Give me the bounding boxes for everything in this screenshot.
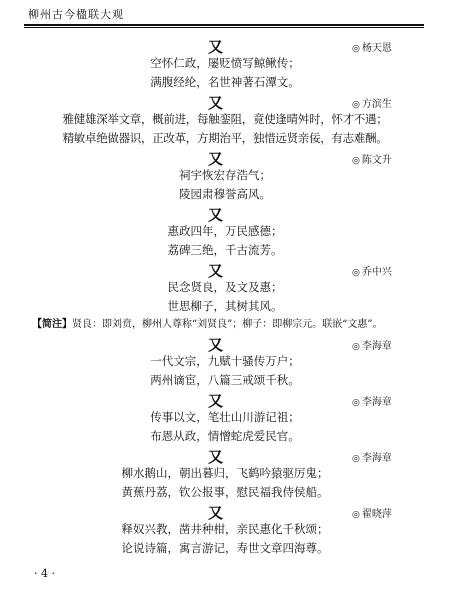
author-name: 陈文升 (361, 155, 392, 166)
entry-heading (0, 446, 450, 464)
heading-you: 又 (208, 392, 224, 410)
heading-you: 又 (208, 262, 224, 280)
couplet-line: 空怀仁政，屡贬愤写鲸鳅传； (150, 56, 300, 70)
author-name: 乔中兴 (361, 267, 392, 278)
couplet-entry (0, 502, 450, 558)
author-credit (352, 337, 392, 352)
author-name: 李海章 (361, 341, 392, 352)
couplet-line: 一代文宗，九赋十骚传万户； (150, 354, 300, 368)
author-name: 杨天恩 (361, 43, 392, 54)
author-name: 方滨生 (361, 99, 392, 110)
note-text: 贤良：即刘贲，柳州人尊称“刘贤良”；柳子：即柳宗元。联嵌“文惠”。 (72, 319, 383, 330)
couplet-line: 惠政四年，万民感德； (167, 224, 283, 238)
couplet-entry (0, 260, 450, 316)
heading-you: 又 (208, 206, 224, 224)
couplet-entry (0, 92, 450, 148)
circle-bullet-icon: ◎ (352, 268, 360, 278)
page-body (0, 36, 450, 558)
circle-bullet-icon: ◎ (352, 398, 360, 408)
couplet-line: 祠宇恢宏存浩气； (179, 168, 271, 182)
couplet-line: 世思柳子，其树其风。 (167, 299, 283, 313)
author-credit (352, 393, 392, 408)
couplet-line: 满腹经纶，名世神著石潭文。 (150, 75, 300, 89)
couplet-line: 释奴兴教，凿井种柑，亲民惠化千秋颂； (121, 522, 329, 536)
circle-bullet-icon: ◎ (352, 510, 360, 520)
couplet-entry (0, 36, 450, 92)
couplet-entry (0, 148, 450, 204)
author-credit (352, 263, 392, 278)
couplet-line: 布恩从政，情憎蛇虎爱民官。 (150, 429, 300, 443)
couplet-line: 陵园肃穆誉高风。 (179, 187, 271, 201)
couplet-line: 雅健雄深举文章，概前进，每触銮阻，竟使逢晴舛时，怀才不遇； (62, 112, 388, 126)
circle-bullet-icon: ◎ (352, 44, 360, 54)
circle-bullet-icon: ◎ (352, 342, 360, 352)
entry-heading (0, 36, 450, 54)
couplet-entry (0, 204, 450, 260)
heading-you: 又 (208, 448, 224, 466)
couplet-line: 传事以文，笔壮山川游记祖； (150, 410, 300, 424)
heading-you: 又 (208, 94, 224, 112)
couplet-line: 黄蕉丹荔，钦公报事，慰民福我侍侯船。 (121, 485, 329, 499)
couplet-line: 论说诗篇，寓言游记，寿世文章四海尊。 (121, 541, 329, 555)
page-number: · 4 · (34, 567, 55, 580)
couplet-entry (0, 334, 450, 390)
heading-you: 又 (208, 150, 224, 168)
header-rule-thick (24, 24, 424, 26)
entry-heading (0, 92, 450, 110)
author-name: 李海章 (361, 397, 392, 408)
author-credit (352, 151, 392, 166)
circle-bullet-icon: ◎ (352, 156, 360, 166)
heading-you: 又 (208, 38, 224, 56)
author-credit (352, 505, 392, 520)
heading-you: 又 (208, 504, 224, 522)
couplet-line: 荔碑三绝，千古流芳。 (167, 243, 283, 257)
author-credit (352, 449, 392, 464)
header-rule-thin (24, 27, 424, 28)
circle-bullet-icon: ◎ (352, 100, 360, 110)
author-name: 翟晓萍 (361, 509, 392, 520)
couplet-entry (0, 390, 450, 446)
entry-heading (0, 148, 450, 166)
running-header (0, 0, 450, 28)
book-title: 柳州古今楹联大观 (28, 8, 124, 21)
author-name: 李海章 (361, 453, 392, 464)
couplet-line: 精敏卓绝做器识，正改革，方期治平，独惜远贤亲佞，有志难酬。 (62, 131, 388, 145)
couplet-entry (0, 446, 450, 502)
entry-heading (0, 204, 450, 222)
entry-heading (0, 390, 450, 408)
couplet-line: 民念贤良，及文及惠； (167, 280, 283, 294)
couplet-line: 两州谪宦，八篇三戒颂千秋。 (150, 373, 300, 387)
note-label: 【简注】 (32, 319, 72, 330)
author-credit (352, 39, 392, 54)
entry-heading (0, 334, 450, 352)
entry-heading (0, 260, 450, 278)
circle-bullet-icon: ◎ (352, 454, 360, 464)
heading-you: 又 (208, 336, 224, 354)
couplet-line: 柳水鹅山，朝出暮归，飞鹤吟猿驱厉鬼； (121, 466, 329, 480)
entry-heading (0, 502, 450, 520)
author-credit (352, 95, 392, 110)
annotation-note (32, 316, 420, 334)
